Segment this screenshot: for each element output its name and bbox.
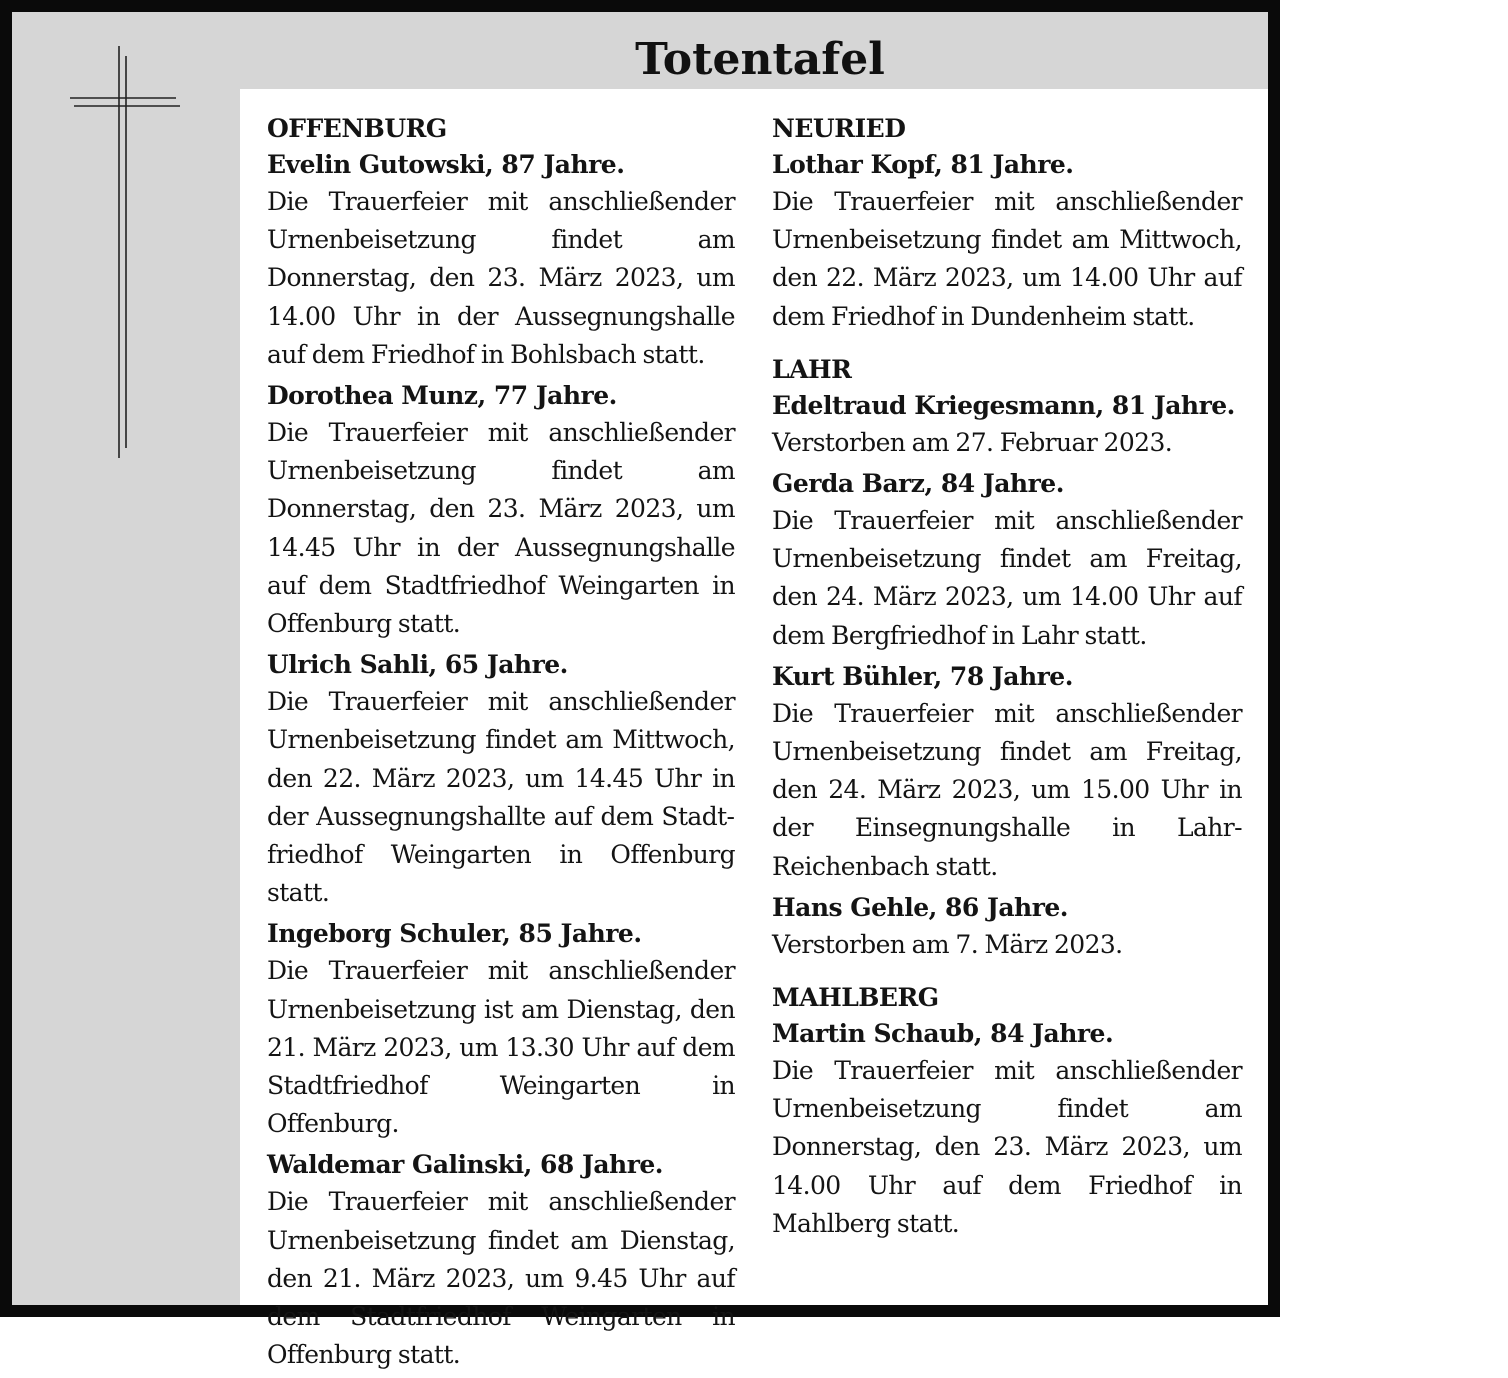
- section-gap: [772, 968, 1242, 980]
- entry-text: Die Trauerfeier mit anschließender Urnenbeisetzung findet am Freitag, den 24. März 2023, um 14.00 Uhr auf dem Bergfriedhof in Lahr statt.: [772, 506, 1242, 650]
- entry-name: Dorothea Munz, 77 Jahre.: [267, 381, 617, 411]
- entry-text: Verstorben am 7. März 2023.: [772, 929, 1123, 959]
- entry-name: Waldemar Galinski, 68 Jahre.: [267, 1150, 664, 1180]
- page-title: Totentafel: [635, 34, 885, 85]
- entry-name: Gerda Barz, 84 Jahre.: [772, 469, 1064, 499]
- entry-text: Die Trauerfeier mit anschließender Urnenbeisetzung findet am Donnerstag, den 23. März 2023, um 14.00 Uhr in der Aussegnungshalle auf dem Friedhof in Bohlsbach statt.: [267, 187, 735, 369]
- entry-text: Die Trauerfeier mit anschließender Urnenbeisetzung findet am Mittwoch, den 22. März 2023, um 14.45 Uhr in der Aussegnungshallte auf dem Stadtfriedhof Weingarten in Offenburg statt.: [267, 687, 735, 908]
- entry-text: Die Trauerfeier mit anschließender Urnenbeisetzung findet am Dienstag, den 21. März 2023, um 9.45 Uhr auf dem Stadtfriedhof Weingarten in Offenburg statt.: [267, 1187, 735, 1370]
- entry-name: Martin Schaub, 84 Jahre.: [772, 1019, 1114, 1049]
- obituary-panel: [240, 89, 1268, 1370]
- entry-text: Die Trauerfeier mit anschließender Urnenbeisetzung findet am Mittwoch, den 22. März 2023, um 14.00 Uhr auf dem Friedhof in Dundenheim statt.: [772, 187, 1242, 331]
- entry-text: Die Trauerfeier mit anschließender Urnenbeisetzung ist am Dienstag, den 21. März 2023, um 13.30 Uhr auf dem Stadtfriedhof Weingarten in Offenburg.: [267, 956, 735, 1139]
- entry-name: Kurt Bühler, 78 Jahre.: [772, 661, 1073, 691]
- cross-icon: [70, 46, 180, 458]
- entry-name: Ingeborg Schuler, 85 Jahre.: [267, 919, 642, 949]
- entry-name: Evelin Gutowski, 87 Jahre.: [267, 150, 625, 179]
- entry-text: Die Trauerfeier mit anschließender Urnenbeisetzung findet am Donnerstag, den 23. März 2023, um 14.45 Uhr in der Aussegnungshalle auf dem Stadtfriedhof Weingarten in Offenburg statt.: [267, 418, 735, 639]
- section-heading-offenburg: OFFENBURG: [267, 114, 447, 143]
- section-heading-mahlberg: MAHLBERG: [772, 983, 939, 1013]
- entry-name: Lothar Kopf, 81 Jahre.: [772, 150, 1074, 179]
- entry-text: Die Trauerfeier mit anschließender Urnenbeisetzung findet am Freitag, den 24. März 2023, um 15.00 Uhr in der Einsegnungshalle in Lahr-Reichenbach statt.: [772, 698, 1242, 881]
- entry-name: Ulrich Sahli, 65 Jahre.: [267, 650, 568, 680]
- entry-text: Verstorben am 27. Februar 2023.: [772, 427, 1173, 457]
- entry-text: Die Trauerfeier mit anschließender Urnenbeisetzung findet am Donnerstag, den 23. März 2023, um 14.00 Uhr auf dem Friedhof in Mahlberg statt.: [772, 1056, 1242, 1238]
- entry-name: Hans Gehle, 86 Jahre.: [772, 892, 1068, 922]
- section-gap: [772, 340, 1242, 352]
- section-heading-lahr: LAHR: [772, 354, 852, 384]
- left-column: [267, 111, 735, 1378]
- section-heading-neuried: NEURIED: [772, 114, 906, 143]
- entry-name: Edeltraud Kriegesmann, 81 Jahre.: [772, 390, 1235, 420]
- right-column: [772, 111, 1242, 1247]
